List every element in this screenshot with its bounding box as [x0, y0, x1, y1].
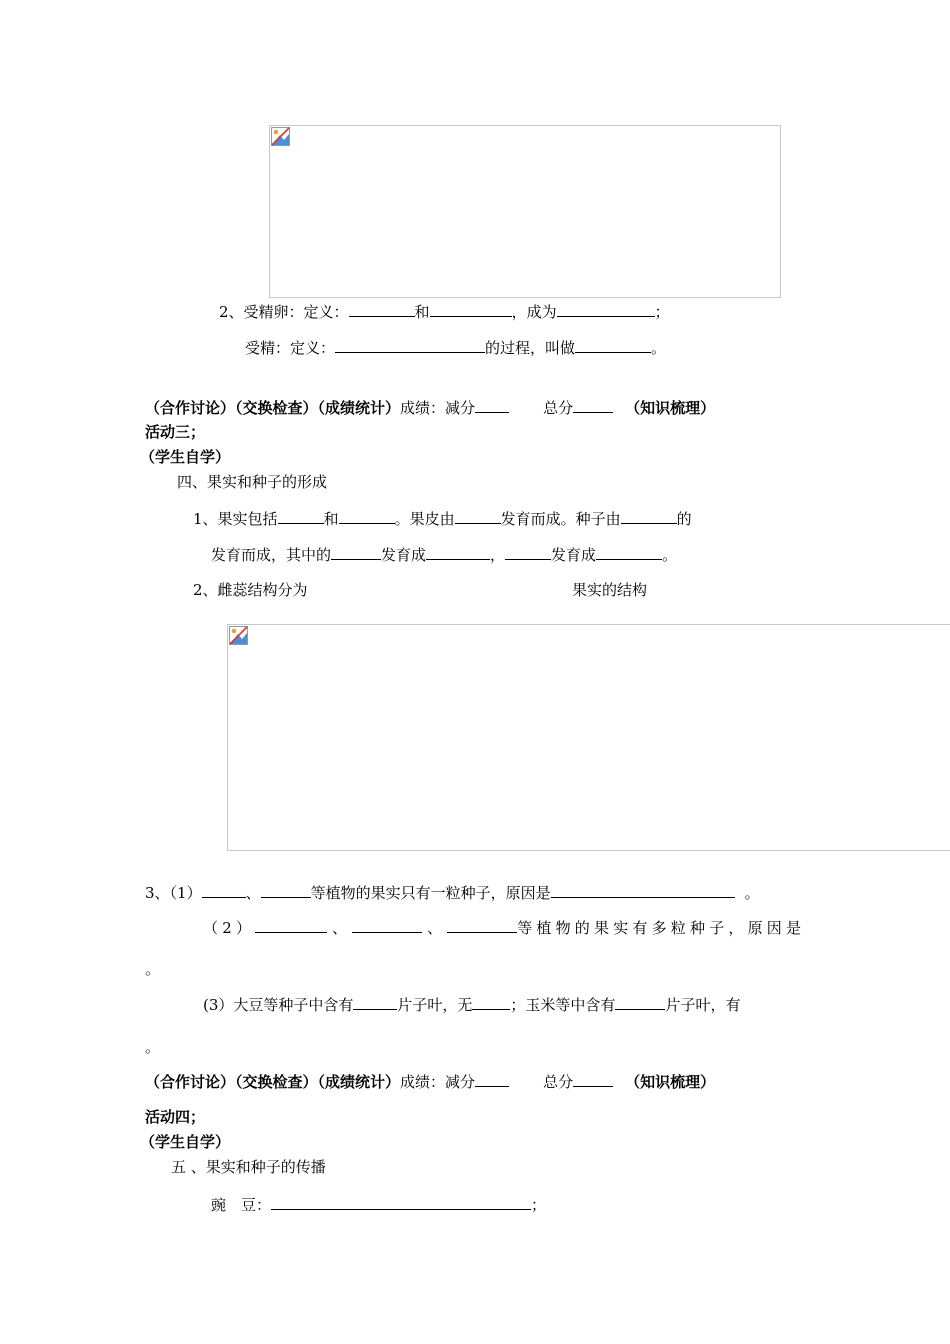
blank[interactable]: [339, 508, 395, 524]
blank[interactable]: [557, 301, 655, 317]
blank[interactable]: [475, 397, 509, 413]
fruit-structure-label: 果实的结构: [572, 581, 648, 599]
fruit-question-line-1: 1、果实包括 和 。果皮由 发育而成。种子由 的: [193, 510, 692, 528]
blank[interactable]: [255, 917, 327, 933]
blank[interactable]: [615, 994, 665, 1010]
score-bar: （合作讨论）（交换检查）（成绩统计）成绩：减分 总分 （知识梳理）: [145, 399, 716, 417]
blank[interactable]: [426, 544, 490, 560]
blank[interactable]: [447, 917, 517, 933]
activity-4-title: 活动四；: [145, 1108, 206, 1126]
score-bar-2: （合作讨论）（交换检查）（成绩统计）成绩：减分 总分 （知识梳理）: [145, 1073, 716, 1091]
broken-image-icon: [229, 626, 248, 645]
fertilized-egg-line: 2、受精卵：定义： 和 ，成为 ；: [219, 303, 670, 321]
question-3-part-2: （2） 、 、 等植物的果实有多粒种子，原因是: [203, 919, 806, 937]
pea-line: 豌 豆： ；: [211, 1196, 547, 1214]
blank[interactable]: [475, 1071, 509, 1087]
question-3-part-1: 3、（1） 、 等植物的果实只有一粒种子，原因是 。: [145, 884, 760, 902]
image-placeholder-2: [227, 624, 950, 851]
blank[interactable]: [455, 508, 501, 524]
blank[interactable]: [596, 544, 662, 560]
blank[interactable]: [573, 1071, 613, 1087]
self-study-label-2: （学生自学）: [140, 1133, 231, 1151]
question-3-part-2-end: 。: [145, 960, 161, 978]
blank[interactable]: [353, 994, 397, 1010]
blank[interactable]: [573, 397, 613, 413]
fertilization-line: 受精：定义： 的过程，叫做 。: [245, 339, 667, 357]
blank[interactable]: [335, 337, 485, 353]
question-3-part-3: (3）大豆等种子中含有 片子叶，无 ；玉米等中含有 片子叶，有: [203, 996, 741, 1014]
blank[interactable]: [349, 301, 415, 317]
blank[interactable]: [331, 544, 381, 560]
question-3-part-3-end: 。: [145, 1038, 161, 1056]
section-5-title: 五 、果实和种子的传播: [171, 1158, 326, 1176]
blank[interactable]: [352, 917, 422, 933]
blank[interactable]: [202, 882, 246, 898]
blank[interactable]: [430, 301, 512, 317]
broken-image-icon: [271, 127, 290, 146]
fruit-question-line-2: 发育而成，其中的 发育成 ， 发育成 。: [211, 546, 678, 564]
blank[interactable]: [621, 508, 677, 524]
self-study-label: （学生自学）: [140, 448, 231, 466]
image-placeholder-1: [269, 125, 781, 298]
activity-3-title: 活动三；: [145, 423, 206, 441]
blank[interactable]: [472, 994, 510, 1010]
blank[interactable]: [551, 882, 735, 898]
pistil-structure-label: 2、雌蕊结构分为: [193, 581, 308, 599]
blank[interactable]: [278, 508, 324, 524]
blank[interactable]: [505, 544, 551, 560]
section-4-title: 四、果实和种子的形成: [177, 473, 328, 491]
blank[interactable]: [261, 882, 311, 898]
blank[interactable]: [575, 337, 651, 353]
blank[interactable]: [271, 1194, 531, 1210]
